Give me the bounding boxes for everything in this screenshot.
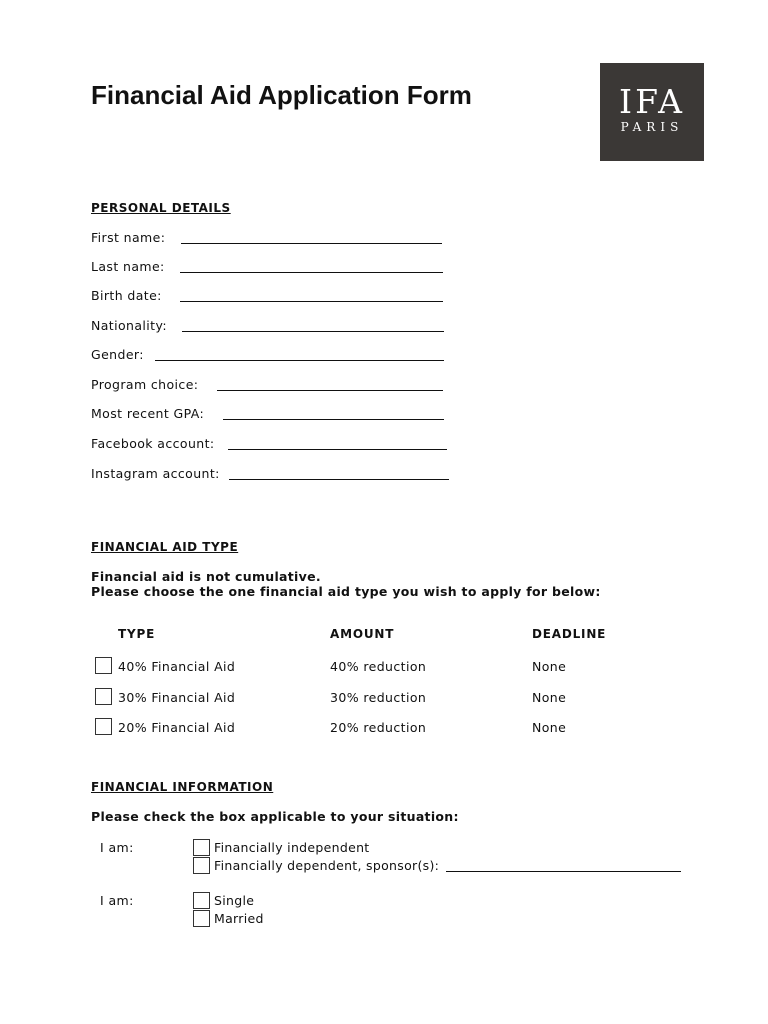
gender-line[interactable] [155, 360, 444, 361]
option-single[interactable] [193, 892, 693, 910]
ifa-paris-logo [600, 63, 704, 161]
financial-aid-type-heading: FINANCIAL AID TYPE [91, 540, 239, 554]
option-financially-independent[interactable] [193, 839, 693, 857]
married-checkbox[interactable] [193, 910, 210, 927]
dependency-group-label: I am: [100, 840, 134, 855]
facebook-line[interactable] [228, 449, 447, 450]
aid-amount-cell: 40% reduction [330, 659, 427, 674]
logo-subtext: PARIS [620, 120, 684, 134]
aid-40-checkbox[interactable] [95, 657, 112, 674]
aid-amount-cell: 30% reduction [330, 690, 427, 705]
nationality-label: Nationality: [91, 318, 167, 333]
aid-note-line1: Financial aid is not cumulative. [91, 569, 321, 584]
last-name-line[interactable] [180, 272, 443, 273]
aid-row [95, 657, 695, 677]
gender-label: Gender: [91, 347, 144, 362]
gpa-line[interactable] [223, 419, 444, 420]
aid-20-checkbox[interactable] [95, 718, 112, 735]
logo-text: IFA [619, 82, 685, 121]
last-name-label: Last name: [91, 259, 165, 274]
column-header-amount: AMOUNT [330, 627, 395, 641]
nationality-line[interactable] [182, 331, 444, 332]
facebook-label: Facebook account: [91, 436, 215, 451]
instagram-label: Instagram account: [91, 466, 220, 481]
birth-date-label: Birth date: [91, 288, 162, 303]
aid-deadline-cell: None [532, 690, 567, 705]
page-title: Financial Aid Application Form [91, 80, 472, 110]
financially-dependent-label: Financially dependent, sponsor(s): [214, 858, 440, 873]
option-financially-dependent[interactable] [193, 857, 693, 875]
option-married[interactable] [193, 910, 693, 928]
column-header-type: TYPE [118, 627, 156, 641]
column-header-deadline: DEADLINE [532, 627, 607, 641]
aid-row [95, 718, 695, 738]
birth-date-line[interactable] [180, 301, 443, 302]
aid-amount-cell: 20% reduction [330, 720, 427, 735]
aid-note-line2: Please choose the one financial aid type you wish to apply for below: [91, 584, 601, 599]
financial-information-heading: FINANCIAL INFORMATION [91, 780, 274, 794]
sponsor-line[interactable] [446, 871, 681, 872]
gpa-label: Most recent GPA: [91, 406, 205, 421]
first-name-line[interactable] [181, 243, 442, 244]
program-choice-line[interactable] [217, 390, 443, 391]
married-label: Married [214, 911, 264, 926]
aid-deadline-cell: None [532, 659, 567, 674]
aid-deadline-cell: None [532, 720, 567, 735]
aid-type-cell: 20% Financial Aid [118, 720, 236, 735]
aid-row [95, 688, 695, 708]
financially-independent-label: Financially independent [214, 840, 370, 855]
first-name-label: First name: [91, 230, 166, 245]
financial-info-instruction: Please check the box applicable to your situation: [91, 809, 459, 824]
aid-type-cell: 30% Financial Aid [118, 690, 236, 705]
program-choice-label: Program choice: [91, 377, 199, 392]
marital-group-label: I am: [100, 893, 134, 908]
personal-details-heading: PERSONAL DETAILS [91, 201, 231, 215]
single-checkbox[interactable] [193, 892, 210, 909]
single-label: Single [214, 893, 255, 908]
financially-independent-checkbox[interactable] [193, 839, 210, 856]
aid-30-checkbox[interactable] [95, 688, 112, 705]
aid-type-cell: 40% Financial Aid [118, 659, 236, 674]
instagram-line[interactable] [229, 479, 449, 480]
financially-dependent-checkbox[interactable] [193, 857, 210, 874]
